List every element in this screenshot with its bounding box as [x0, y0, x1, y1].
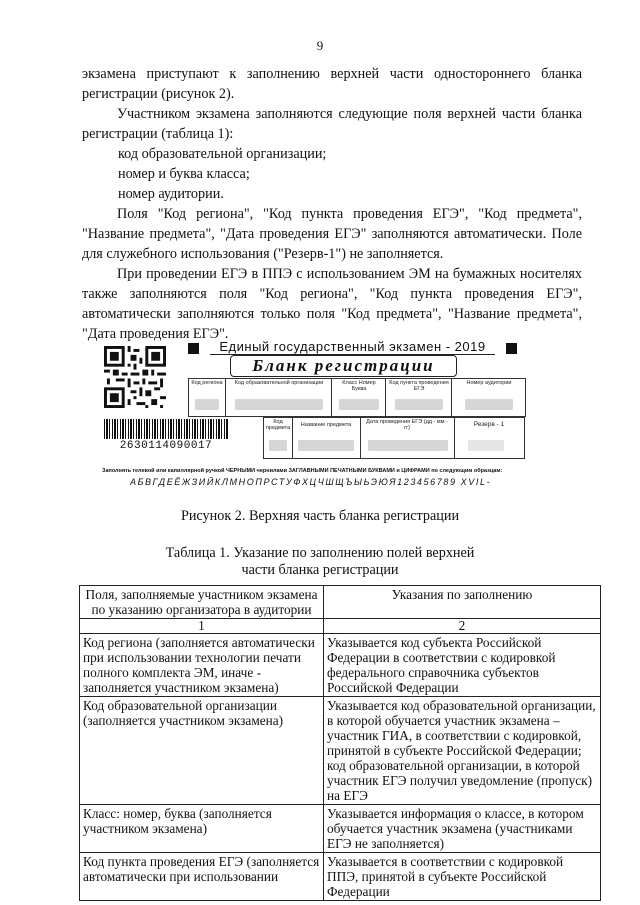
marker-square — [188, 343, 199, 354]
qr-code-icon — [104, 346, 166, 408]
paragraph-2: Участником экзамена заполняются следующие поля верхней части бланка регистрации (таблица 1): — [82, 106, 582, 142]
field-label-class: Класс Номер Буква — [342, 380, 376, 392]
table-header-fields: Поля, заполняемые участником экзамена по указанию организатора в аудитории — [80, 586, 324, 619]
field-label-reserve: Резерв - 1 — [473, 421, 505, 428]
form-fields-row-1 — [188, 378, 526, 417]
table-cell-instruction: Указывается в соответствии с кодировкой ППЭ, принятой в субъекте Российской Федерации — [324, 853, 601, 901]
field-label-org: Код образовательной организации — [234, 380, 324, 386]
table-title — [0, 545, 640, 579]
barcode-number: 2630114090017 — [119, 440, 213, 452]
table-row — [80, 853, 601, 901]
table-row — [80, 805, 601, 853]
paragraph-3: Поля "Код региона", "Код пункта проведения ЕГЭ", "Код предмета", "Название предмета", "Дата проведения ЕГЭ" заполняются автоматически. Поле для служебного использования ("Резерв-1") не заполняется. — [82, 206, 582, 262]
registration-form-figure — [100, 337, 530, 487]
form-fields-row-2 — [263, 417, 525, 459]
body-text — [82, 64, 582, 344]
form-subtitle: Бланк регистрации — [230, 355, 457, 377]
column-number: 2 — [324, 619, 601, 634]
form-title: Единый государственный экзамен - 2019 — [210, 340, 495, 355]
fill-instruction: Заполнять гелевой или капиллярной ручкой ЧЕРНЫМИ чернилами ЗАГЛАВНЫМИ ПЕЧАТНЫМИ БУКВАМИ и ЦИФРАМИ по следующим образцам: — [102, 468, 503, 474]
table-title-line-2: части бланка регистрации — [241, 562, 399, 578]
list-item: номер и буква класса; — [118, 166, 250, 182]
table-cell-field: Код пункта проведения ЕГЭ (заполняется автоматически при использовании — [80, 853, 324, 901]
table-column-numbers — [80, 619, 601, 634]
field-label-subject-name: Название предмета — [300, 422, 352, 428]
table-cell-field: Класс: номер, буква (заполняется участником экзамена) — [80, 805, 324, 853]
table-title-line-1: Таблица 1. Указание по заполнению полей верхней — [165, 545, 475, 561]
paragraph-1: экзамена приступают к заполнению верхней части одностороннего бланка регистрации (рисунок 2). — [82, 66, 582, 102]
table-cell-instruction: Указывается код субъекта Российской Федерации в соответствии с кодировкой федерального справочника субъектов Российской Федерации — [324, 634, 601, 697]
page-number: 9 — [316, 38, 324, 53]
field-label-exam-date: Дата проведения ЕГЭ (дд - мм - гг) — [366, 419, 448, 431]
field-label-subject-code: Код предмета — [265, 419, 291, 431]
table-header-instructions: Указания по заполнению — [324, 586, 601, 619]
paragraph-4: При проведении ЕГЭ в ППЭ с использованием ЭМ на бумажных носителях также заполняются поля "Код региона", "Код пункта проведения ЕГЭ", автоматически заполняются только поля "Код предмета", "Название предмета", "Дата проведения ЕГЭ". — [82, 266, 582, 342]
column-number: 1 — [80, 619, 324, 634]
sample-characters: АБВГДЕЁЖЗИЙКЛМНОПРСТУФХЦЧШЩЪЫЬЭЮЯ123456789 XVIL- — [130, 477, 492, 487]
table-cell-instruction: Указывается информация о классе, в котором обучается участник экзамена (участниками ЕГЭ не заполняется) — [324, 805, 601, 853]
marker-square — [506, 343, 517, 354]
table-cell-field: Код образовательной организации (заполняется участником экзамена) — [80, 697, 324, 805]
field-label-ppe: Код пункта проведения ЕГЭ — [389, 380, 449, 392]
list-item: номер аудитории. — [118, 186, 224, 202]
field-label-region: Код региона — [191, 380, 223, 386]
figure-caption: Рисунок 2. Верхняя часть бланка регистрации — [180, 508, 460, 524]
table-row — [80, 697, 601, 805]
table-cell-instruction: Указывается код образовательной организации, в которой обучается участник экзамена – участник ГИА, в соответствии с кодировкой, принятой в субъекте Российской Федерации; код образовательной организации, в которой участник ЕГЭ получил уведомление (пропуск) на ЕГЭ — [324, 697, 601, 805]
table-header-row — [80, 586, 601, 619]
table-row — [80, 634, 601, 697]
field-label-room: Номер аудитории — [466, 380, 512, 386]
instructions-table — [79, 585, 601, 901]
list-item: код образовательной организации; — [118, 146, 327, 162]
barcode — [104, 419, 228, 439]
table-cell-field: Код региона (заполняется автоматически при использовании технологии печати полного комплекта ЭМ, иначе - заполняется участником экзамена) — [80, 634, 324, 697]
